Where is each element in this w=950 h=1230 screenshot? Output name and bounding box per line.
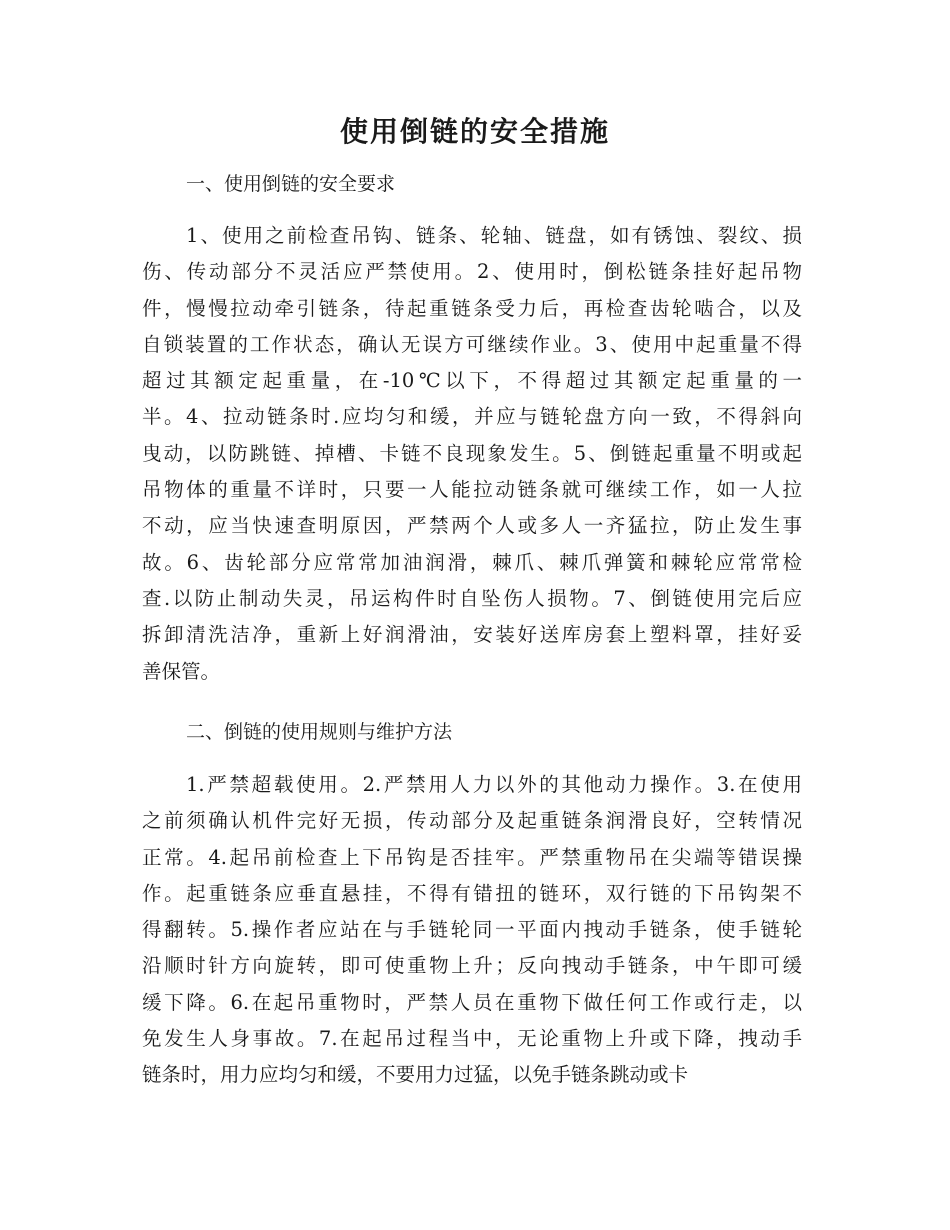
- section-2-paragraph: [142, 767, 802, 1094]
- paragraph-line: 件，慢慢拉动牵引链条，待起重链条受力后，再检查齿轮啮合，以及: [142, 296, 802, 320]
- paragraph-line: 故。6、齿轮部分应常常加油润滑，棘爪、棘爪弹簧和棘轮应常常检: [142, 550, 802, 574]
- paragraph-line: 不动，应当快速查明原因，严禁两个人或多人一齐猛拉，防止发生事: [142, 514, 802, 538]
- paragraph-line: 善保管。: [142, 659, 221, 683]
- paragraph-line: 曳动，以防跳链、掉槽、卡链不良现象发生。5、倒链起重量不明或起: [142, 441, 802, 465]
- paragraph-line: 半。4、拉动链条时.应均匀和缓，并应与链轮盘方向一致，不得斜向: [142, 405, 802, 429]
- paragraph-line: 正常。4.起吊前检查上下吊钩是否挂牢。严禁重物吊在尖端等错误操: [142, 845, 802, 869]
- section-2-heading: 二、倒链的使用规则与维护方法: [186, 721, 453, 743]
- paragraph-line: 查.以防止制动失灵，吊运构件时自坠伤人损物。7、倒链使用完后应: [142, 586, 802, 610]
- document-title: 使用倒链的安全措施: [339, 115, 610, 148]
- paragraph-line: 作。起重链条应垂直悬挂，不得有错扭的链环，双行链的下吊钩架不: [142, 881, 802, 905]
- paragraph-line: 缓下降。6.在起吊重物时，严禁人员在重物下做任何工作或行走，以: [142, 990, 802, 1014]
- paragraph-line: 吊物体的重量不详时，只要一人能拉动链条就可继续工作，如一人拉: [142, 478, 802, 502]
- paragraph-line: 之前须确认机件完好无损，传动部分及起重链条润滑良好，空转情况: [142, 809, 802, 833]
- paragraph-line: 拆卸清洗洁净，重新上好润滑油，安装好送库房套上塑料罩，挂好妥: [142, 623, 802, 647]
- section-1-heading: 一、使用倒链的安全要求: [186, 173, 396, 195]
- paragraph-line: 伤、传动部分不灵活应严禁使用。2、使用时，倒松链条挂好起吊物: [142, 260, 802, 284]
- paragraph-line: 1.严禁超载使用。2.严禁用人力以外的其他动力操作。3.在使用: [186, 773, 802, 796]
- section-1-paragraph: [142, 218, 802, 690]
- paragraph-line: 超过其额定起重量，在-10℃以下，不得超过其额定起重量的一: [142, 369, 802, 393]
- paragraph-line: 链条时，用力应均匀和缓，不要用力过猛，以免手链条跳动或卡: [142, 1063, 689, 1087]
- paragraph-line: 得翻转。5.操作者应站在与手链轮同一平面内拽动手链条，使手链轮: [142, 918, 802, 942]
- paragraph-line: 自锁装置的工作状态，确认无误方可继续作业。3、使用中起重量不得: [142, 332, 802, 356]
- paragraph-line: 免发生人身事故。7.在起吊过程当中，无论重物上升或下降，拽动手: [142, 1027, 802, 1051]
- paragraph-line: 沿顺时针方向旋转，即可使重物上升；反向拽动手链条，中午即可缓: [142, 954, 802, 978]
- paragraph-line: 1、使用之前检查吊钩、链条、轮轴、链盘，如有锈蚀、裂纹、损: [186, 224, 802, 247]
